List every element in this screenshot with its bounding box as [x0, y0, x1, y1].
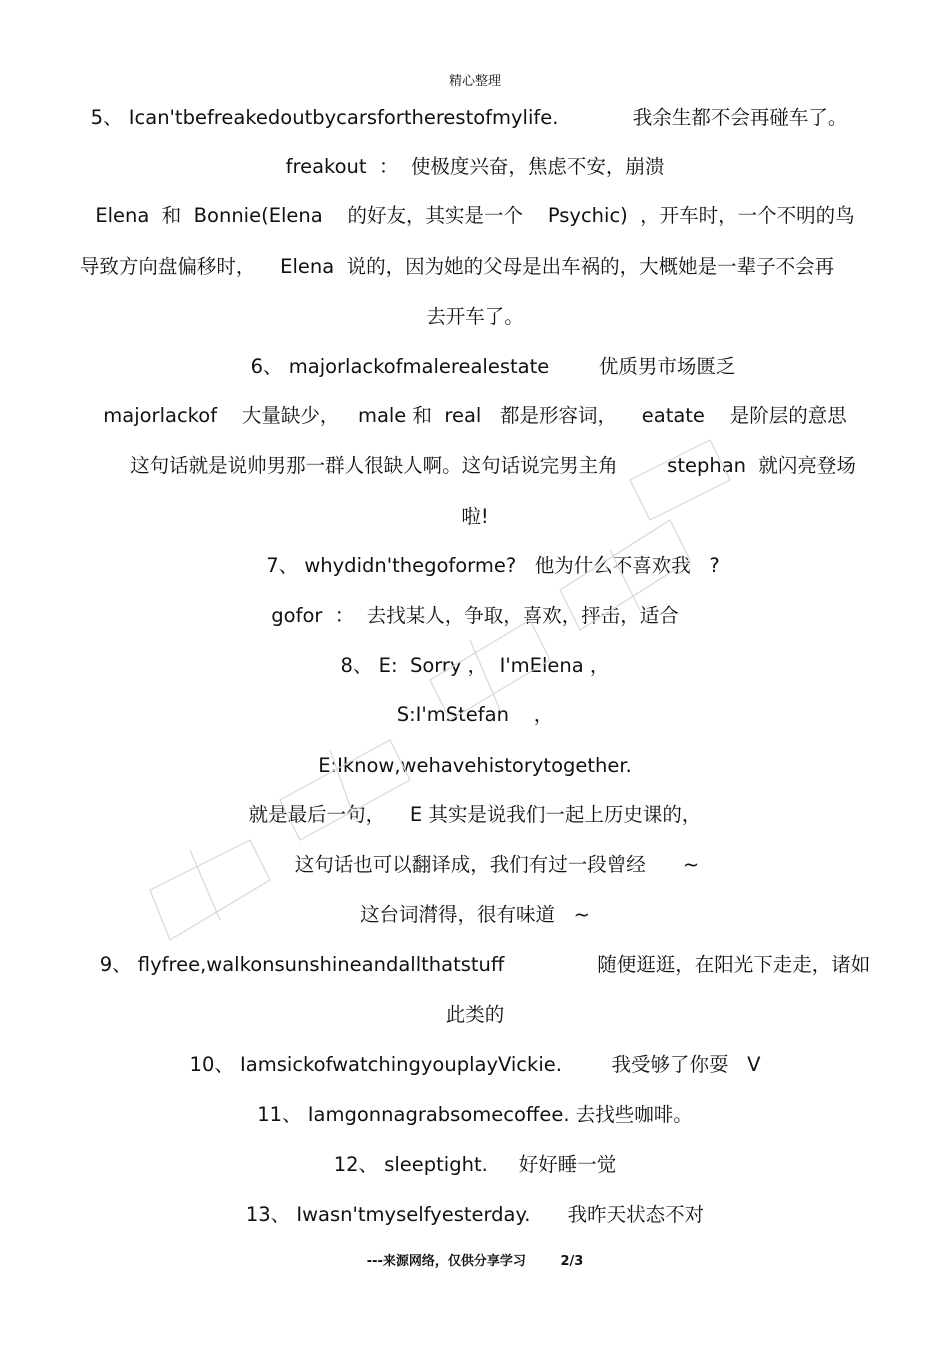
text-line: gofor ： 去找某人，争取，喜欢，抨击，适合: [271, 604, 679, 627]
text-line: Elena 和 Bonnie(Elena 的好友，其实是一个 Psychic) ，开车时，一个不明的鸟: [95, 204, 855, 227]
text-line: 13、 Iwasn'tmyselfyesterday. 我昨天状态不对: [245, 1203, 705, 1226]
text-line: 就是最后一句， E 其实是说我们一起上历史课的，: [248, 803, 702, 826]
text-line: 11、 Iamgonnagrabsomecoffee. 去找些咖啡。: [257, 1103, 693, 1126]
page-footer: [0, 1250, 950, 1269]
text-line: 这句话就是说帅男那一群人很缺人啊。这句话说完男主角 stephan 就闪亮登场: [130, 454, 856, 477]
text-line: majorlackof 大量缺少， male 和 real 都是形容词， eatate 是阶层的意思: [103, 404, 847, 427]
text-line: 啦!: [461, 505, 489, 528]
text-line: E:Iknow,wehavehistorytogether.: [318, 754, 632, 777]
text-line: 9、 flyfree,walkonsunshineandallthatstuff 随便逛逛，在阳光下走走，诸如: [99, 953, 871, 976]
text-line: 这台词潸得，很有味道 ~: [360, 903, 590, 926]
text-line: 此类的: [445, 1003, 505, 1026]
text-line: 导致方向盘偏移时， Elena 说的，因为她的父母是出车祸的，大概她是一辈子不会再: [79, 255, 835, 278]
page-header: 精心整理: [448, 74, 501, 89]
text-line: 6、 majorlackofmalerealestate 优质男市场匮乏: [250, 355, 736, 378]
text-line: S:I'mStefan ，: [396, 703, 554, 726]
text-line: 这句话也可以翻译成，我们有过一段曾经 ~: [294, 853, 700, 876]
text-line: 8、 E: Sorry ， I'mElena ，: [340, 654, 610, 677]
text-line: 5、 Ican'tbefreakedoutbycarsfortherestofmylife. 我余生都不会再碰车了。: [90, 106, 848, 129]
text-line: 12、 sleeptight. 好好睡一觉: [333, 1153, 617, 1176]
page-number: 2/3: [560, 1254, 584, 1269]
text-line: 去开车了。: [426, 305, 524, 328]
text-line: 7、 whydidn'thegoforme? 他为什么不喜欢我 ?: [266, 554, 720, 577]
text-line: freakout ： 使极度兴奋，焦虑不安，崩溃: [285, 155, 665, 178]
footer-text: ---来源网络，仅供分享学习: [366, 1254, 526, 1269]
text-line: 10、 IamsickofwatchingyouplayVickie. 我受够了你耍 V: [189, 1053, 761, 1076]
